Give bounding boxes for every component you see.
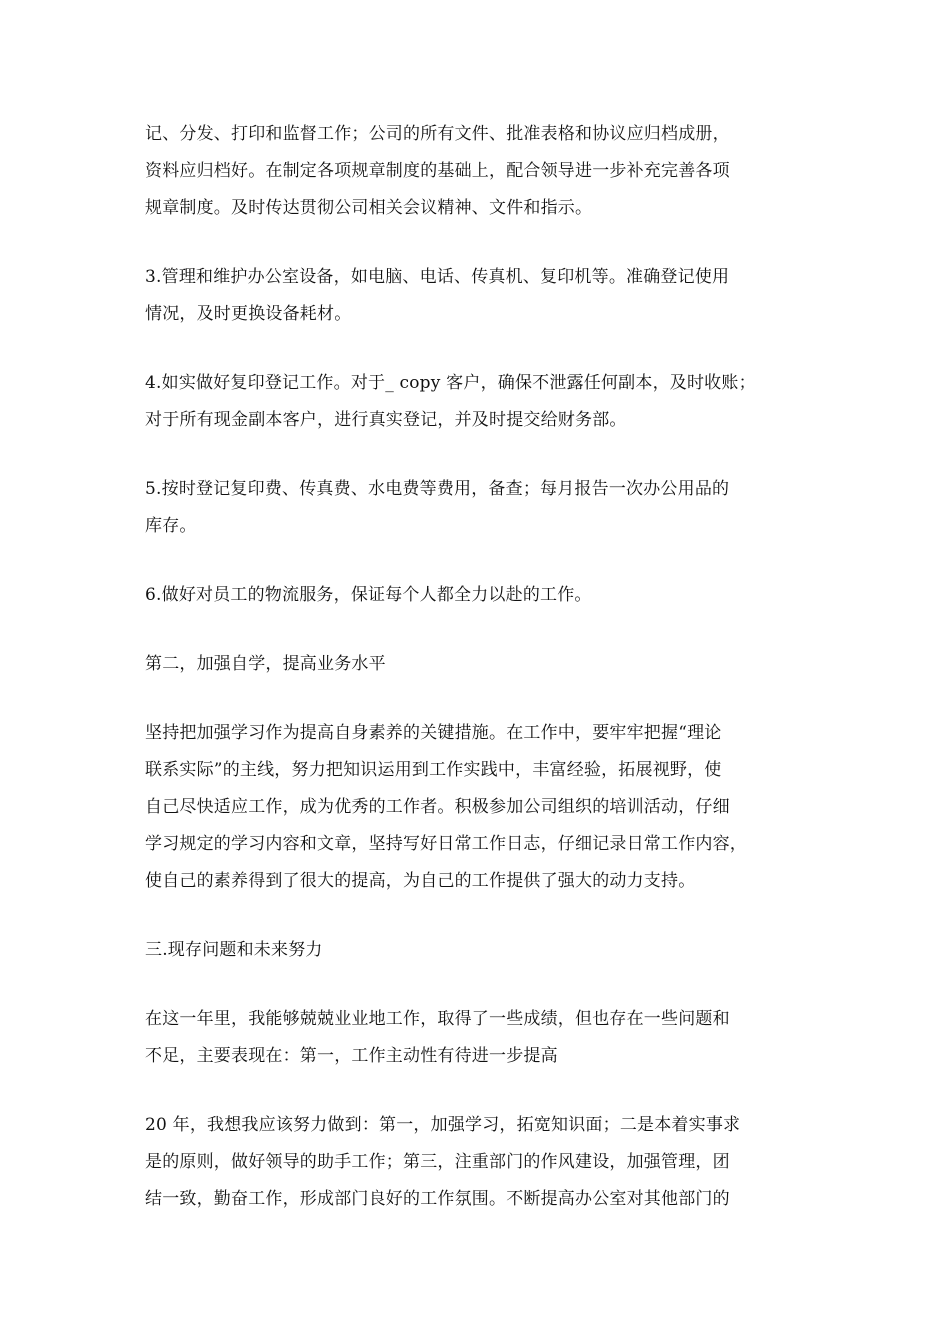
paragraph-item-3 (145, 259, 813, 333)
text-line: 库存。 (145, 516, 197, 536)
text-line: 20 年，我想我应该努力做到：第一，加强学习，拓宽知识面；二是本着实事求 (145, 1115, 741, 1135)
text-line: 坚持把加强学习作为提高自身素养的关键措施。在工作中，要牢牢把握“理论 (145, 723, 722, 743)
text-line: 情况，及时更换设备耗材。 (145, 304, 352, 324)
text-line: 联系实际”的主线，努力把知识运用到工作实践中，丰富经验，拓展视野，使 (145, 760, 722, 780)
document-body (145, 116, 813, 1250)
text-line: 4.如实做好复印登记工作。对于_ copy 客户，确保不泄露任何副本，及时收账； (145, 373, 756, 393)
paragraph-item-4 (145, 365, 813, 439)
paragraph-filing-duties (145, 116, 813, 227)
text-line: 学习规定的学习内容和文章，坚持写好日常工作日志，仔细记录日常工作内容， (145, 834, 747, 854)
text-line: 3.管理和维护办公室设备，如电脑、电话、传真机、复印机等。准确登记使用 (145, 267, 730, 287)
paragraph-self-study (145, 715, 813, 900)
text-line: 6.做好对员工的物流服务，保证每个人都全力以赴的工作。 (145, 585, 592, 605)
text-line: 三.现存问题和未来努力 (145, 940, 323, 960)
text-line: 5.按时登记复印费、传真费、水电费等费用，备查；每月报告一次办公用品的 (145, 479, 730, 499)
text-line: 使自己的素养得到了很大的提高，为自己的工作提供了强大的动力支持。 (145, 871, 696, 891)
text-line: 规章制度。及时传达贯彻公司相关会议精神、文件和指示。 (145, 198, 593, 218)
text-line: 记、分发、打印和监督工作；公司的所有文件、批准表格和协议应归档成册， (145, 124, 730, 144)
text-line: 不足，主要表现在：第一，工作主动性有待进一步提高 (145, 1046, 558, 1066)
text-line: 在这一年里，我能够兢兢业业地工作，取得了一些成绩，但也存在一些问题和 (145, 1009, 730, 1029)
paragraph-item-6 (145, 577, 813, 614)
text-line: 对于所有现金副本客户，进行真实登记，并及时提交给财务部。 (145, 410, 627, 430)
text-line: 第二，加强自学，提高业务水平 (145, 654, 386, 674)
section-heading-third (145, 932, 813, 969)
text-line: 结一致，勤奋工作，形成部门良好的工作氛围。不断提高办公室对其他部门的 (145, 1189, 730, 1209)
text-line: 资料应归档好。在制定各项规章制度的基础上，配合领导进一步补充完善各项 (145, 161, 730, 181)
text-line: 自己尽快适应工作，成为优秀的工作者。积极参加公司组织的培训活动，仔细 (145, 797, 730, 817)
paragraph-item-5 (145, 471, 813, 545)
paragraph-future-efforts (145, 1107, 813, 1218)
text-line: 是的原则，做好领导的助手工作；第三，注重部门的作风建设，加强管理，团 (145, 1152, 730, 1172)
section-heading-second (145, 646, 813, 683)
paragraph-problems (145, 1001, 813, 1075)
